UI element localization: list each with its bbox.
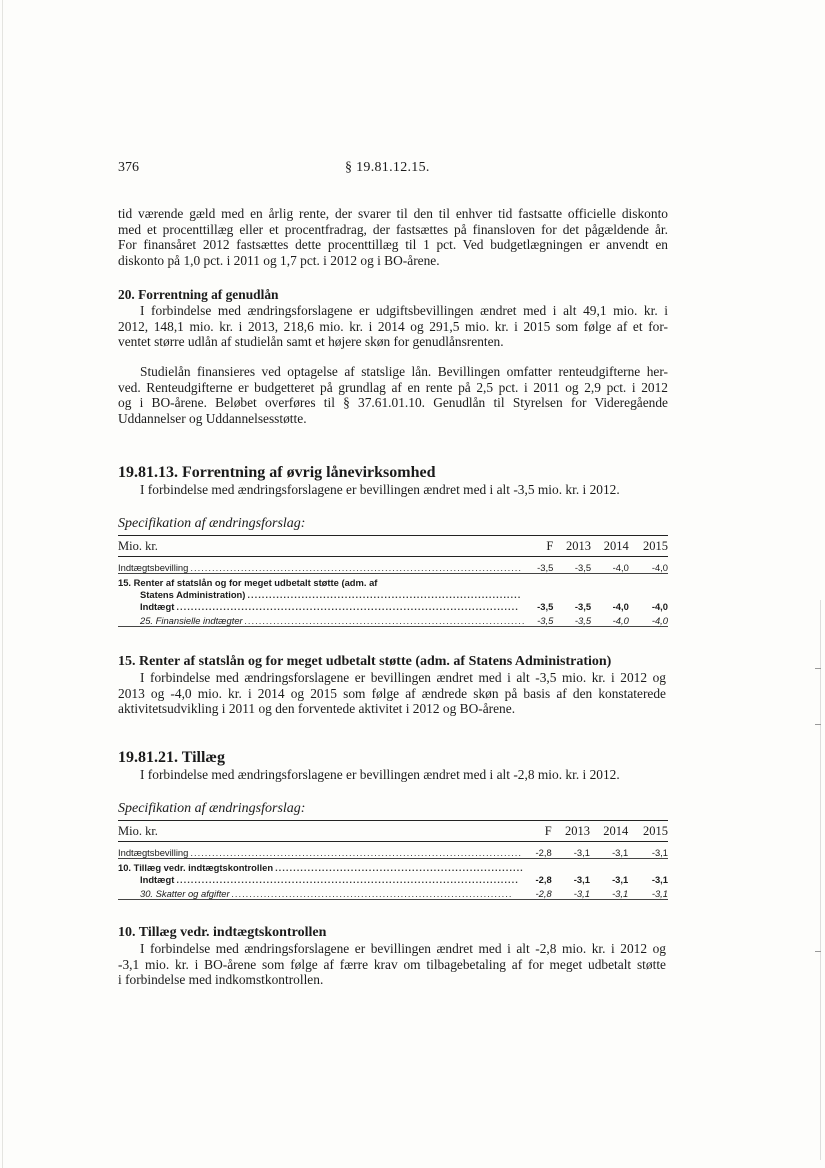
cell-value: -2,8 <box>535 874 552 885</box>
cell-value: -3,5 <box>537 601 554 612</box>
sec20-line: Studielån finansieres ved optagelse af statslige lån. Bevillingen omfatter renteudgifterne her- <box>140 364 668 379</box>
col-header-2014: 2014 <box>590 821 628 842</box>
cell-value: -4,0 <box>629 612 668 627</box>
sec1921-intro-line: I forbindelse med ændringsforslagene er bevillingen ændret med i alt -2,8 mio. kr. i 2012. <box>140 767 620 782</box>
cell-value: -3,1 <box>651 874 668 885</box>
cell-value: -3,5 <box>526 557 553 574</box>
table-row <box>118 859 668 874</box>
table-row <box>118 885 668 900</box>
sec15-line: I forbindelse med ændringsforslagene er bevillingen ændret med i alt -3,5 mio. kr. i 2012 og <box>140 670 666 685</box>
sec1913-heading: 19.81.13. Forrentning af øvrig lånevirksomhed <box>118 464 436 481</box>
leader-dots: ............................................................................................ <box>190 562 522 573</box>
group-label: Statens Administration) <box>140 589 246 600</box>
table-row <box>118 873 668 885</box>
section-header: § 19.81.12.15. <box>345 160 430 175</box>
cell-value: -3,1 <box>552 842 590 859</box>
cell-value: -4,0 <box>591 612 629 627</box>
sec20-line: og i BO-årene. Beløbet overføres til § 37.61.01.10. Genudlån til Styrelsen for Videregående <box>118 395 668 411</box>
leader-dots: .............................................................................. <box>244 615 526 626</box>
cell-value: -3,5 <box>553 612 591 627</box>
scan-edge-right <box>820 600 821 1160</box>
row-label: Indtægt <box>140 874 175 885</box>
col-header-2013: 2013 <box>552 821 590 842</box>
table-row <box>118 588 668 600</box>
cell-value: -3,1 <box>590 842 628 859</box>
cell-value: -3,5 <box>526 612 553 627</box>
cell-value: -4,0 <box>591 557 629 574</box>
sec20-line: 2012, 148,1 mio. kr. i 2013, 218,6 mio. kr. i 2014 og 291,5 mio. kr. i 2015 som følge af et for- <box>118 318 668 334</box>
col-header-2015: 2015 <box>629 536 668 557</box>
sec15-heading: 15. Renter af statslån og for meget udbetalt støtte (adm. af Statens Administration) <box>118 654 612 669</box>
sec1921-heading: 19.81.21. Tillæg <box>118 749 225 766</box>
sec1913-intro-line: I forbindelse med ændringsforslagene er bevillingen ændret med i alt -3,5 mio. kr. i 2012. <box>140 482 620 497</box>
leader-dots: ............................................................................ <box>247 589 522 600</box>
row-label: Indtægtsbevilling <box>118 847 189 858</box>
page-number: 376 <box>118 160 139 175</box>
sec15-paragraph <box>118 670 666 717</box>
col-header-2014: 2014 <box>591 536 629 557</box>
cell-value: -3,1 <box>612 874 629 885</box>
cell-value: -4,0 <box>651 601 668 612</box>
cell-value: -2,8 <box>524 885 552 900</box>
row-label: 30. Skatter og afgifter <box>140 888 230 899</box>
intro-line: For finansåret 2012 fastsættes dette procenttillæg til 1 pct. Ved budgetlægningen er anvendt en <box>118 237 668 253</box>
leader-dots: .............................................................................. <box>231 888 513 899</box>
cell-value: -3,1 <box>573 874 590 885</box>
sec20-paragraph-2 <box>118 364 668 426</box>
sec1921-spec-table <box>118 820 668 900</box>
cell-value: -4,0 <box>612 601 629 612</box>
intro-paragraph <box>118 206 668 268</box>
sec10-heading: 10. Tillæg vedr. indtægtskontrollen <box>118 925 327 940</box>
sec10-line: i forbindelse med indkomstkontrollen. <box>118 972 324 988</box>
table-row <box>118 600 668 612</box>
intro-line: med et procenttillæg eller et procentfradrag, der fastsættes på finansloven for det pågældende år. <box>118 221 668 237</box>
sec1913-spec-table <box>118 535 668 627</box>
table-row <box>118 574 668 589</box>
sec20-paragraph-1 <box>118 303 668 350</box>
sec10-line: -3,1 mio. kr. i BO-årene som følge af færre krav om tilbagebetaling af for meget udbetalt støtte <box>118 956 666 972</box>
cell-value: -3,1 <box>628 842 668 859</box>
sec15-line: 2013 og -4,0 mio. kr. i 2014 og 2015 som følge af ændrede skøn på basis af den konstaterede <box>118 685 666 701</box>
sec1913-intro <box>118 482 668 498</box>
sec20-heading: 20. Forrentning af genudlån <box>118 287 279 302</box>
cell-value: -3,1 <box>590 885 628 900</box>
cell-value: -3,1 <box>628 885 668 900</box>
sec10-line: I forbindelse med ændringsforslagene er bevillingen ændret med i alt -2,8 mio. kr. i 2012 og <box>140 941 666 956</box>
cell-value: -2,8 <box>524 842 552 859</box>
group-label: 15. Renter af statslån og for meget udbetalt støtte (adm. af <box>118 577 378 588</box>
col-header-unit: Mio. kr. <box>118 536 526 557</box>
col-header-2015: 2015 <box>628 821 668 842</box>
table-row <box>118 557 668 574</box>
col-header-unit: Mio. kr. <box>118 821 524 842</box>
row-label: Indtægtsbevilling <box>118 562 189 573</box>
scan-margin-tick <box>815 724 821 725</box>
cell-value: -3,5 <box>553 557 591 574</box>
cell-value: -4,0 <box>629 557 668 574</box>
sec10-paragraph <box>118 941 666 988</box>
sec20-line: ventet større udlån af studielån samt et højere skøn for genudlånsrenten. <box>118 334 504 350</box>
sec20-line: ved. Renteudgifterne er budgetteret på grundlag af en rente på 2,5 pct. i 2011 og 2,9 pct. i 2012 <box>118 379 668 395</box>
leader-dots: ..................................................................... <box>275 862 524 873</box>
cell-value: -3,1 <box>552 885 590 900</box>
table-row <box>118 842 668 859</box>
sec1913-spec-label: Specifikation af ændringsforslag: <box>118 516 306 531</box>
intro-line: tid værende gæld med en årlig rente, der svarer til den til enhver tid fastsatte officielle diskonto <box>118 206 668 221</box>
row-label: Indtægt <box>140 601 175 612</box>
leader-dots: ............................................................................................ <box>190 847 522 858</box>
sec1921-spec-label: Specifikation af ændringsforslag: <box>118 801 306 816</box>
row-label: 25. Finansielle indtægter <box>140 615 243 626</box>
leader-dots: ............................................................................................... <box>176 874 519 885</box>
col-header-2013: 2013 <box>553 536 591 557</box>
group-label: 10. Tillæg vedr. indtægtskontrollen <box>118 862 274 873</box>
leader-dots: ............................................................................................... <box>176 601 519 612</box>
sec20-line: Uddannelser og Uddannelsesstøtte. <box>118 410 307 426</box>
scan-edge-left <box>2 0 3 1168</box>
sec1921-intro <box>118 767 668 783</box>
sec20-line: I forbindelse med ændringsforslagene er udgiftsbevillingen ændret med i alt 49,1 mio. kr. i <box>140 303 668 318</box>
col-header-f: F <box>526 536 553 557</box>
sec15-line: aktivitetsudvikling i 2011 og den forventede aktivitet i 2012 og BO-årene. <box>118 701 516 717</box>
scan-margin-tick <box>815 951 821 952</box>
cell-value: -3,5 <box>574 601 592 612</box>
scan-margin-tick <box>815 668 821 669</box>
intro-line: diskonto på 1,0 pct. i 2011 og 1,7 pct. i 2012 og i BO-årene. <box>118 252 440 268</box>
col-header-f: F <box>524 821 552 842</box>
table-row <box>118 612 668 627</box>
